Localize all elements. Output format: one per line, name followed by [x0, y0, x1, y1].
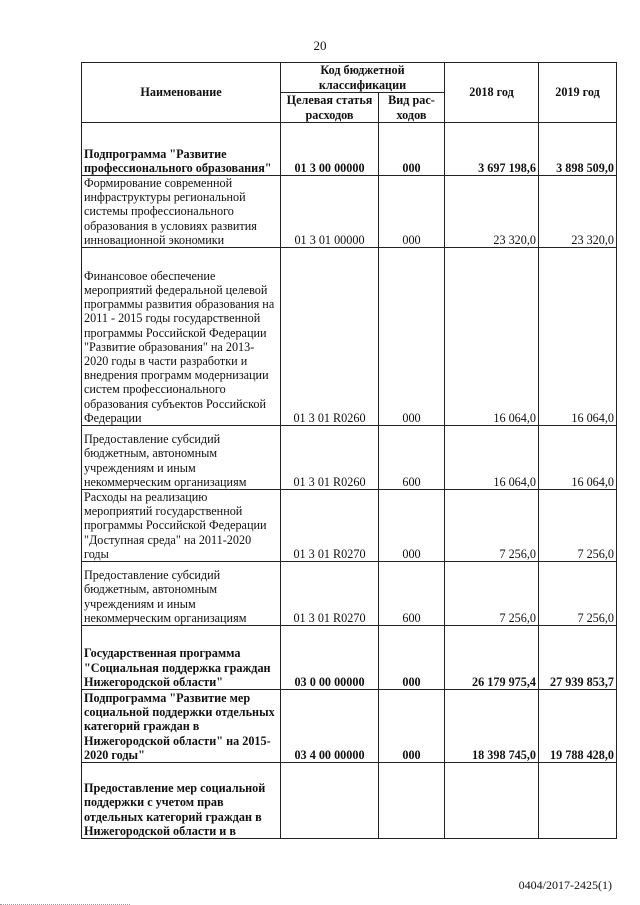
table-row: [82, 490, 617, 562]
row-amount-2019: 23 320,0: [539, 176, 617, 248]
header-name: Наименование: [82, 63, 281, 123]
row-amount-2018: 16 064,0: [445, 426, 539, 490]
row-name: Подпрограмма "Развитие профессионального образования": [82, 123, 281, 176]
row-target-code: 01 3 01 R0270: [281, 490, 379, 562]
row-expense-type: 000: [379, 626, 445, 690]
row-expense-type: 000: [379, 123, 445, 176]
header-target: Целевая статья расходов: [281, 93, 379, 123]
row-expense-type: 600: [379, 562, 445, 626]
row-amount-2018: [445, 763, 539, 839]
row-amount-2019: 3 898 509,0: [539, 123, 617, 176]
header-type: Вид рас- ходов: [379, 93, 445, 123]
row-expense-type: 000: [379, 176, 445, 248]
row-target-code: 03 4 00 00000: [281, 690, 379, 763]
row-target-code: [281, 763, 379, 839]
page-number: 20: [313, 38, 327, 53]
row-amount-2019: 16 064,0: [539, 426, 617, 490]
table-body: [82, 123, 617, 839]
row-expense-type: 600: [379, 426, 445, 490]
table-row: [82, 248, 617, 426]
row-amount-2018: 23 320,0: [445, 176, 539, 248]
header-code-group: Код бюджетной классификации: [281, 63, 445, 93]
table-row: [82, 426, 617, 490]
row-amount-2019: 19 788 428,0: [539, 690, 617, 763]
row-amount-2018: 7 256,0: [445, 562, 539, 626]
row-amount-2019: 7 256,0: [539, 562, 617, 626]
table-row: [82, 176, 617, 248]
row-name: Государственная программа "Социальная поддержка граждан Нижегородской области": [82, 626, 281, 690]
row-name: Формирование современной инфраструктуры региональной системы профессионального образования в условиях развития инновационной экономики: [82, 176, 281, 248]
row-amount-2019: [539, 763, 617, 839]
row-target-code: 01 3 01 R0260: [281, 426, 379, 490]
row-target-code: 01 3 01 R0260: [281, 248, 379, 426]
row-amount-2018: 26 179 975,4: [445, 626, 539, 690]
row-expense-type: 000: [379, 690, 445, 763]
row-target-code: 01 3 01 00000: [281, 176, 379, 248]
table-row: [82, 763, 617, 839]
row-expense-type: 000: [379, 248, 445, 426]
table-row: [82, 690, 617, 763]
row-name: Расходы на реализацию мероприятий государственной программы Российской Федерации "Доступная среда" на 2011-2020 годы: [82, 490, 281, 562]
header-2019: 2019 год: [539, 63, 617, 123]
row-name: Подпрограмма "Развитие мер социальной поддержки отдельных категорий граждан в Нижегородской области" на 2015-2020 годы": [82, 690, 281, 763]
table-row: [82, 562, 617, 626]
row-expense-type: 000: [379, 490, 445, 562]
header-2018: 2018 год: [445, 63, 539, 123]
row-amount-2019: 27 939 853,7: [539, 626, 617, 690]
row-name: Предоставление субсидий бюджетным, автономным учреждениям и иным некоммерческим организациям: [82, 426, 281, 490]
row-amount-2019: 16 064,0: [539, 248, 617, 426]
row-amount-2018: 16 064,0: [445, 248, 539, 426]
row-expense-type: [379, 763, 445, 839]
scan-edge-mark: [0, 901, 130, 905]
table-row: [82, 123, 617, 176]
budget-table: [81, 62, 617, 839]
document-code: 0404/2017-2425(1): [518, 878, 612, 892]
row-amount-2018: 7 256,0: [445, 490, 539, 562]
row-amount-2018: 3 697 198,6: [445, 123, 539, 176]
row-target-code: 01 3 01 R0270: [281, 562, 379, 626]
row-name: Финансовое обеспечение мероприятий федеральной целевой программы развития образования на 2011 - 2015 годы государственной программы Российской Федерации "Развитие образования" на 2013-2020 годы в части разработки и внедрения программ модернизации систем профессионального образования субъектов Российской Федерации: [82, 248, 281, 426]
row-amount-2019: 7 256,0: [539, 490, 617, 562]
table-row: [82, 626, 617, 690]
row-target-code: 01 3 00 00000: [281, 123, 379, 176]
row-name: Предоставление мер социальной поддержки с учетом прав отдельных категорий граждан в Нижегородской области и в: [82, 763, 281, 839]
row-target-code: 03 0 00 00000: [281, 626, 379, 690]
row-name: Предоставление субсидий бюджетным, автономным учреждениям и иным некоммерческим организациям: [82, 562, 281, 626]
row-amount-2018: 18 398 745,0: [445, 690, 539, 763]
